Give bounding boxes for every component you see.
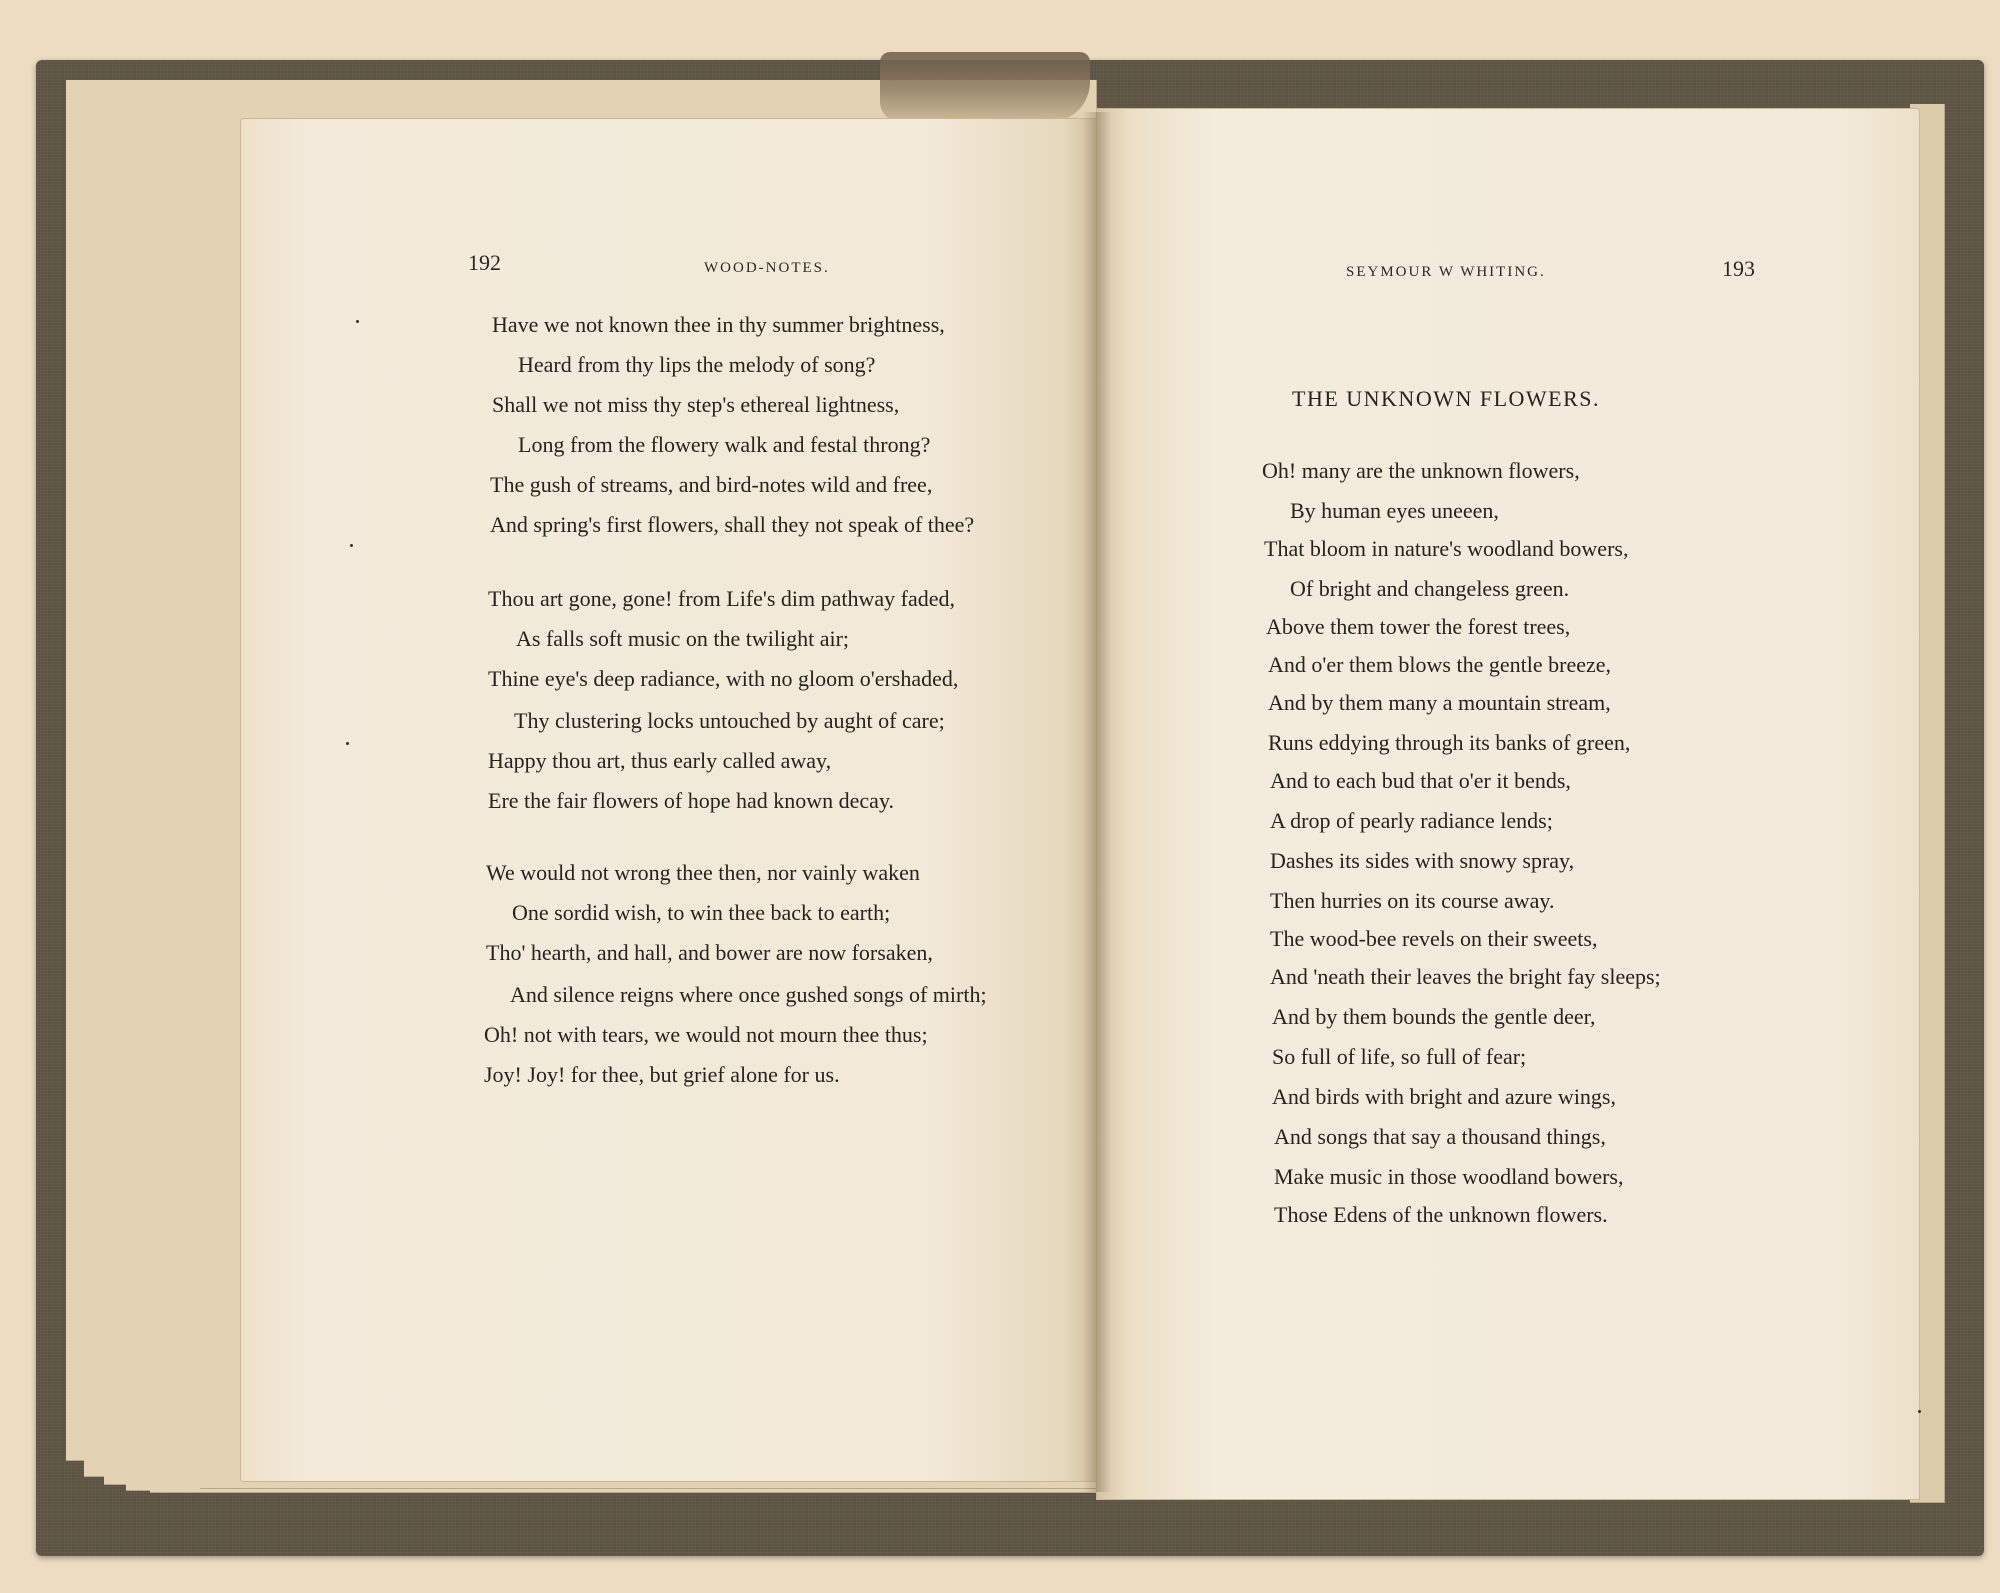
poem-line: Heard from thy lips the melody of song? — [518, 352, 876, 377]
poem-line: And o'er them blows the gentle breeze, — [1268, 652, 1612, 677]
poem-line: And to each bud that o'er it bends, — [1270, 768, 1571, 793]
poem-line: A drop of pearly radiance lends; — [1270, 808, 1553, 833]
poem-line: Joy! Joy! for thee, but grief alone for us. — [484, 1062, 840, 1087]
right-page-number: 193 — [1722, 256, 1755, 281]
poem-line: That bloom in nature's woodland bowers, — [1264, 536, 1629, 561]
poem-line: Thine eye's deep radiance, with no gloom o'ershaded, — [488, 666, 959, 691]
poem-line: Thy clustering locks untouched by aught of care; — [514, 708, 945, 733]
poem-line: The wood-bee revels on their sweets, — [1270, 926, 1598, 951]
poem-line: Oh! many are the unknown flowers, — [1262, 458, 1580, 483]
poem-line: As falls soft music on the twilight air; — [516, 626, 850, 651]
poem-line: And 'neath their leaves the bright fay sleeps; — [1270, 964, 1661, 989]
poem-line: So full of life, so full of fear; — [1272, 1044, 1527, 1069]
poem-line: Happy thou art, thus early called away, — [488, 748, 832, 773]
gutter-shadow — [1082, 112, 1112, 1492]
poem-line: And by them bounds the gentle deer, — [1272, 1004, 1596, 1029]
poem-line: Then hurries on its course away. — [1270, 888, 1555, 913]
left-running-head: WOOD-NOTES. — [704, 260, 830, 276]
paper-speck — [350, 544, 353, 547]
poem-line: We would not wrong thee then, nor vainly waken — [486, 860, 920, 885]
poem-line: And spring's first flowers, shall they not speak of thee? — [490, 512, 975, 537]
poem-line: Have we not known thee in thy summer brightness, — [492, 312, 945, 337]
worn-spine — [880, 52, 1090, 122]
left-page-number: 192 — [468, 250, 501, 275]
paper-speck — [346, 742, 349, 745]
poem-line: Above them tower the forest trees, — [1266, 614, 1571, 639]
paper-speck — [356, 320, 359, 323]
poem-line: Runs eddying through its banks of green, — [1268, 730, 1631, 755]
poem-line: And by them many a mountain stream, — [1268, 690, 1611, 715]
poem-line: Long from the flowery walk and festal throng? — [518, 432, 931, 457]
right-running-head: SEYMOUR W WHITING. — [1346, 264, 1546, 280]
poem-line: Thou art gone, gone! from Life's dim pathway faded, — [488, 586, 956, 611]
poem-line: Ere the fair flowers of hope had known decay. — [488, 788, 895, 813]
poem-line: One sordid wish, to win thee back to earth; — [512, 900, 891, 925]
poem-line: Dashes its sides with snowy spray, — [1270, 848, 1575, 873]
poem-line: Of bright and changeless green. — [1290, 576, 1570, 601]
paper-speck — [1918, 1410, 1921, 1413]
poem-title: THE UNKNOWN FLOWERS. — [1292, 386, 1601, 411]
poem-line: The gush of streams, and bird-notes wild and free, — [490, 472, 933, 497]
poem-line: Those Edens of the unknown flowers. — [1274, 1202, 1608, 1227]
right-page — [1096, 108, 1920, 1500]
poem-line: Shall we not miss thy step's ethereal lightness, — [492, 392, 900, 417]
poem-line: Make music in those woodland bowers, — [1274, 1164, 1624, 1189]
poem-line: Tho' hearth, and hall, and bower are now forsaken, — [486, 940, 933, 965]
poem-line: Oh! not with tears, we would not mourn thee thus; — [484, 1022, 928, 1047]
poem-line: And birds with bright and azure wings, — [1272, 1084, 1616, 1109]
poem-line: And silence reigns where once gushed songs of mirth; — [510, 982, 987, 1007]
poem-line: And songs that say a thousand things, — [1274, 1124, 1606, 1149]
poem-line: By human eyes uneeen, — [1290, 498, 1499, 523]
